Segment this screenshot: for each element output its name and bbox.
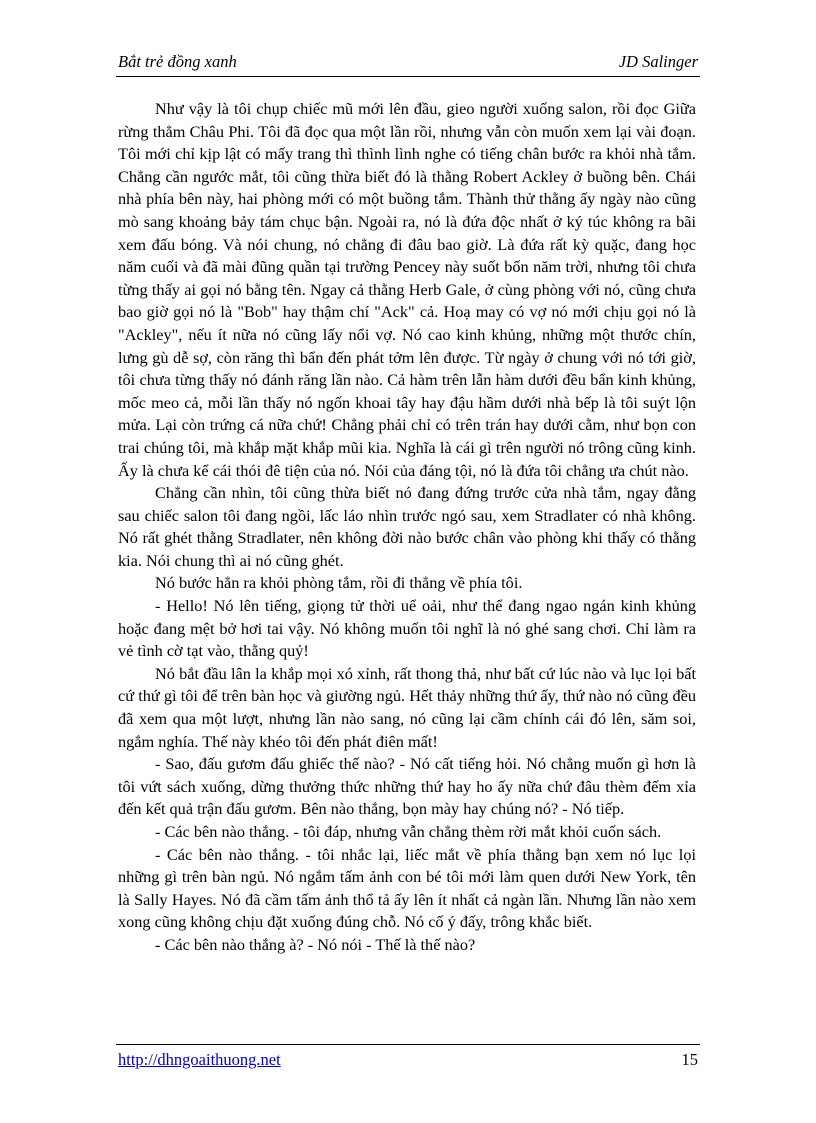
body-text — [118, 98, 696, 957]
paragraph: - Các bên nào thắng à? - Nó nói - Thế là thế nào? — [155, 934, 476, 954]
author-name: JD Salinger — [618, 52, 698, 71]
paragraph: Như vậy là tôi chụp chiếc mũ mới lên đầu, gieo người xuống salon, rồi đọc Giữa rừng thẳm Châu Phi. Tôi đã đọc qua một lần rồi, nhưng vẫn còn muốn xem lại vài đoạn. Tôi mới chỉ kịp lật có mấy trang thì thình lình nghe có tiếng chân bước ra khỏi nhà tắm. Chẳng cần ngước mắt, tôi cũng thừa biết đó là thằng Robert Ackley ở buồng bên. Chái nhà phía bên này, hai phòng mới có một buồng tắm. Thành thử thằng ấy ngày nào cũng mò sang khoảng bảy tám chục bận. Ngoài ra, nó là đứa độc nhất ở ký túc không ra bãi xem đấu bóng. Và nói chung, nó chẳng đi đâu bao giờ. Là đứa rất kỳ quặc, đang học năm cuối và đã mài đũng quần tại trường Pencey này suốt bốn năm trời, nhưng tôi chưa từng thấy ai gọi nó bằng tên. Ngay cả thằng Herb Gale, ở cùng phòng với nó, cũng chưa bao giờ gọi nó là "Bob" hay thậm chí "Ack" cả. Hoạ may có vợ nó mới chịu gọi nó là "Ackley", nếu ít nữa nó cũng lấy nổi vợ. Nó cao kinh khủng, những một thước chín, lưng gù dễ sợ, còn răng thì bẩn đến phát tởm lên được. Từ ngày ở chung với nó tới giờ, tôi chưa từng thấy nó đánh răng lần nào. Cả hàm trên lẫn hàm dưới đều bẩn kinh khủng, mốc meo cả, mỗi lần thấy nó ngốn khoai tây hay đậu hầm dưới nhà bếp là tôi suýt lộn mửa. Lại còn trứng cá nữa chứ! Chẳng phải chỉ có trên trán hay dưới cằm, như bọn con trai chúng tôi, mà khắp mặt khắp mũi kia. Nghĩa là cái gì trên người nó trông cũng kinh. Ấy là chưa kể cái thói đê tiện của nó. Nói của đáng tội, nó là đứa tôi chẳng ưa chút nào. — [118, 99, 696, 480]
website-link[interactable]: http://dhngoaithuong.net — [118, 1050, 281, 1069]
paragraph: Nó bước hẳn ra khỏi phòng tắm, rồi đi thẳng về phía tôi. — [155, 573, 523, 593]
paragraph: - Hello! Nó lên tiếng, giọng tử thời uể oải, như thể đang ngao ngán kinh khủng hoặc đang mệt bở hơi tai vậy. Nó không muốn tôi nghĩ là nó ghé sang chơi. Chỉ làm ra vẻ tình cờ tạt vào, thằng quỷ! — [118, 596, 696, 661]
header-divider — [116, 76, 700, 77]
paragraph: - Các bên nào thắng. - tôi đáp, nhưng vẫn chẳng thèm rời mắt khỏi cuốn sách. — [155, 822, 662, 841]
paragraph: - Các bên nào thắng. - tôi nhắc lại, liếc mắt về phía thằng bạn xem nó lục lọi những gì trên bàn ngủ. Nó ngắm tấm ảnh con bé tôi mới làm quen dưới New York, tên là Sally Hayes. Nó đã cầm tấm ảnh thổ tả ấy lên ít nhất cả ngàn lần. Nhưng lần nào xem xong cũng không chịu đặt xuống đúng chỗ. Nó cố ý đấy, trông khắc biết. — [118, 844, 696, 932]
paragraph: Chẳng cần nhìn, tôi cũng thừa biết nó đang đứng trước cửa nhà tắm, ngay đằng sau chiếc salon tôi đang ngồi, lấc láo nhìn trước ngó sau, xem Stradlater có nhà không. Nó rất ghét thằng Stradlater, nên không đời nào bước chân vào phòng khi thấy có thằng kia. Nói chung thì ai nó cũng ghét. — [118, 483, 696, 570]
paragraph: - Sao, đấu gươm đấu ghiếc thế nào? - Nó cất tiếng hỏi. Nó chẳng muốn gì hơn là tôi vứt sách xuống, dừng thưởng thức những thứ hay ho ấy nữa chứ đâu thèm đếm xỉa đến kết quả trận đấu gươm. Bên nào thắng, bọn mày hay chúng nó? - Nó tiếp. — [118, 754, 696, 819]
page-header — [118, 52, 698, 74]
page-number: 15 — [681, 1050, 698, 1069]
book-title: Bắt trẻ đồng xanh — [118, 52, 237, 71]
paragraph: Nó bắt đầu lân la khắp mọi xó xỉnh, rất thong thả, như bất cứ lúc nào và lục lọi bất cứ thứ gì tôi để trên bàn học và giường ngủ. Hết thảy những thứ ấy, thứ nào nó cũng đều đã xem qua một lượt, nhưng lần nào sang, nó cũng lại cầm chính cái đó lên, săm soi, ngắm nghía. Thế này khéo tôi đến phát điên mất! — [118, 663, 696, 751]
footer-divider — [116, 1044, 700, 1045]
